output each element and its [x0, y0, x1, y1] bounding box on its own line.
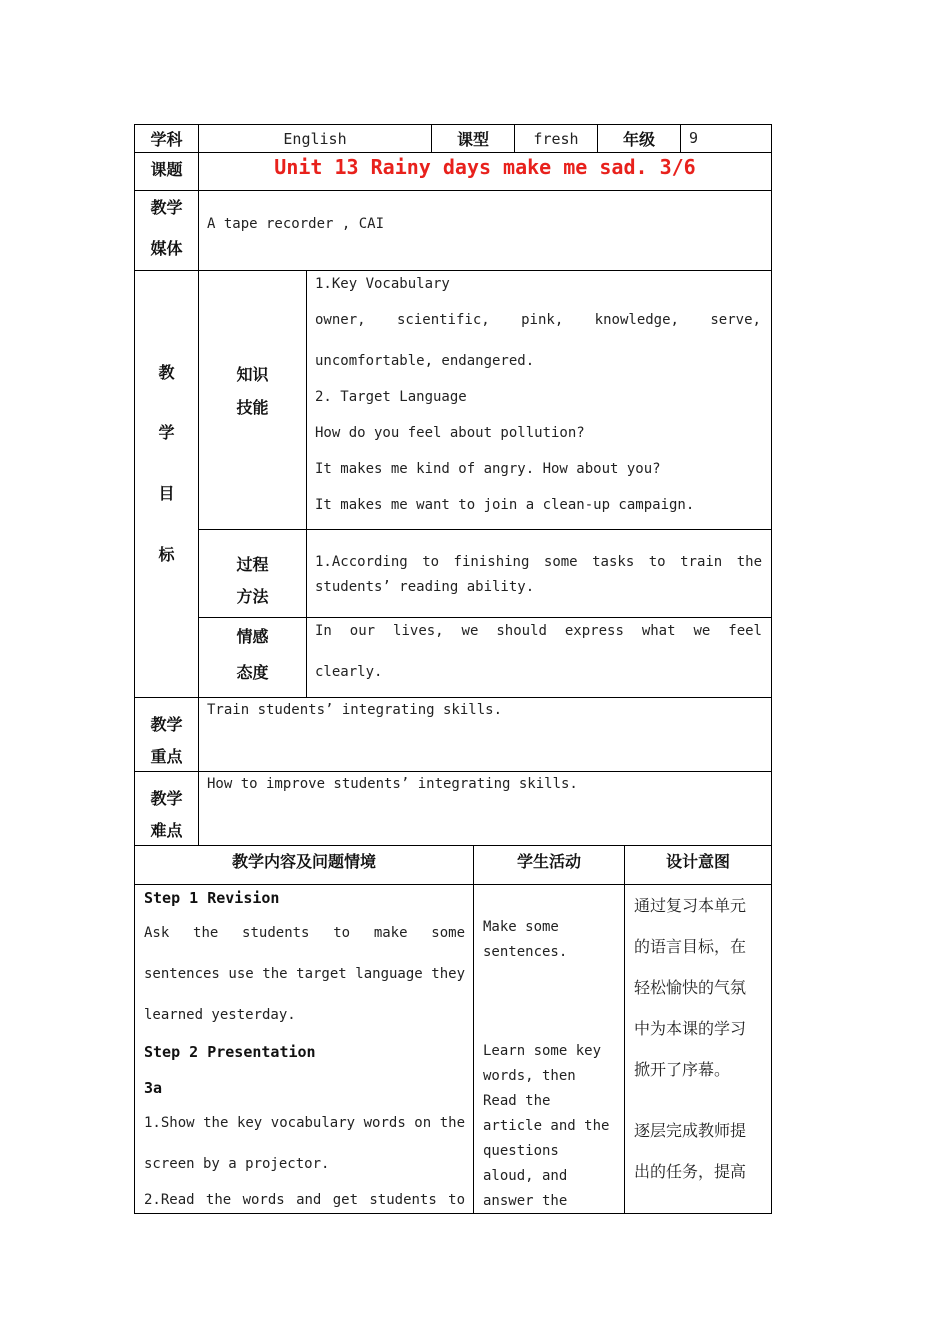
emotion-content	[315, 618, 762, 697]
step1-line-3: learned yesterday.	[144, 1007, 296, 1023]
vocab-line-1	[315, 312, 761, 328]
activity-line: article and the	[483, 1118, 610, 1134]
intent-line: 掀开了序幕。	[634, 1060, 731, 1079]
emotion-label-2: 态度	[236, 663, 269, 682]
lesson-title	[199, 153, 771, 183]
step2-title: Step 2 Presentation	[144, 1043, 316, 1061]
intent-column-header	[625, 846, 771, 874]
topic-label-text: 课题	[150, 159, 183, 179]
objectives-char-2: 学	[158, 423, 175, 442]
emotion-line-2: clearly.	[315, 664, 383, 680]
objectives-char-3: 目	[158, 484, 175, 503]
activity-line: sentences.	[483, 944, 568, 960]
knowledge-label-2: 技能	[236, 398, 269, 417]
difficulty-text: How to improve students’ integrating skills.	[207, 776, 578, 792]
grade-value-text: 9	[689, 129, 699, 147]
vocab-word: serve,	[710, 312, 761, 328]
process-line-2: students’ reading ability.	[315, 579, 535, 595]
key-points-label-2: 重点	[150, 747, 183, 766]
target-sentence-2: It makes me kind of angry. How about you?	[315, 461, 661, 477]
key-points-value	[207, 702, 767, 722]
subject-value-text: English	[283, 129, 347, 148]
intent-column	[634, 885, 769, 1213]
type-label	[432, 125, 514, 152]
vocab-word: owner,	[315, 312, 366, 328]
key-points-label	[135, 698, 198, 771]
grid-line	[624, 845, 625, 1214]
activity-line: aloud, and	[483, 1168, 568, 1184]
activity-column-header-text: 学生活动	[516, 851, 581, 871]
intent-line: 逐层完成教师提	[634, 1121, 747, 1140]
activity-line: Make some	[483, 919, 559, 935]
grid-line	[134, 771, 772, 772]
activity-line: answer the	[483, 1193, 568, 1209]
objectives-char-1: 教	[158, 363, 175, 382]
intent-2	[634, 1110, 746, 1192]
activity-line: words, then	[483, 1068, 576, 1084]
grid-line	[680, 124, 681, 153]
grid-line	[473, 845, 474, 1214]
target-sentence-3: It makes me want to join a clean-up campaign.	[315, 497, 695, 513]
grade-label-text: 年级	[622, 130, 655, 149]
grade-label	[598, 125, 680, 152]
intent-column-header-text: 设计意图	[665, 851, 730, 871]
activity-line: Read the	[483, 1093, 551, 1109]
content-column-header	[135, 846, 473, 874]
target-language-heading: 2. Target Language	[315, 389, 467, 405]
media-label-2: 媒体	[150, 239, 183, 258]
vocab-word: scientific,	[396, 312, 490, 328]
step2-subtitle: 3a	[144, 1079, 163, 1097]
media-label-1: 教学	[150, 198, 183, 217]
subject-value	[199, 125, 431, 152]
content-column-header-text: 教学内容及问题情境	[231, 851, 376, 871]
media-label	[135, 191, 198, 270]
activity-column-header	[474, 846, 624, 874]
key-points-text: Train students’ integrating skills.	[207, 702, 503, 718]
knowledge-content	[315, 271, 761, 529]
media-value-text: A tape recorder , CAI	[207, 216, 385, 232]
process-label-2: 方法	[236, 587, 269, 606]
activity-column	[483, 885, 618, 1213]
knowledge-label	[199, 271, 306, 529]
grid-line	[306, 270, 307, 698]
topic-label	[135, 153, 198, 183]
emotion-label-1: 情感	[236, 627, 269, 646]
intent-line: 出的任务，提高	[634, 1162, 747, 1181]
vocab-heading: 1.Key Vocabulary	[315, 276, 450, 292]
type-value	[515, 125, 597, 152]
step2-line-2: screen by a projector.	[144, 1156, 330, 1172]
emotion-line-1: In our lives, we should express what we feel	[315, 623, 762, 639]
vocab-word: pink,	[521, 312, 564, 328]
grid-line	[134, 190, 772, 191]
grid-line	[771, 124, 772, 1214]
step1-line-1: Ask the students to make some	[144, 925, 465, 941]
process-line-1: 1.According to finishing some tasks to train the	[315, 554, 762, 570]
emotion-label	[199, 618, 306, 697]
activity-line: Learn some key	[483, 1043, 602, 1059]
subject-label-text: 学科	[150, 130, 183, 149]
step1-title: Step 1 Revision	[144, 889, 280, 907]
grade-value	[689, 129, 769, 151]
grid-line	[134, 697, 772, 698]
step1-line-2: sentences use the target language they	[144, 966, 465, 982]
target-sentence-1: How do you feel about pollution?	[315, 425, 585, 441]
step2-line-1: 1.Show the key vocabulary words on the	[144, 1115, 465, 1131]
intent-line: 中为本课的学习	[634, 1019, 747, 1038]
vocab-line-2: uncomfortable, endangered.	[315, 353, 535, 369]
intent-1	[634, 885, 746, 1090]
process-label-1: 过程	[236, 555, 269, 574]
intent-line: 通过复习本单元	[634, 896, 747, 915]
lesson-title-text: Unit 13 Rainy days make me sad. 3/6	[274, 155, 696, 179]
difficulty-label	[135, 772, 198, 845]
grid-line	[134, 1213, 772, 1214]
step2-line-3: 2.Read the words and get students to	[144, 1192, 465, 1208]
objectives-char-4: 标	[158, 545, 175, 564]
key-points-label-1: 教学	[150, 715, 183, 734]
process-label	[199, 530, 306, 617]
objectives-label	[135, 271, 198, 697]
type-label-text: 课型	[456, 130, 489, 149]
difficulty-label-1: 教学	[150, 789, 183, 808]
activity-2	[483, 1039, 609, 1214]
intent-line: 的语言目标，在	[634, 937, 747, 956]
intent-line: 轻松愉快的气氛	[634, 978, 747, 997]
difficulty-label-2: 难点	[150, 821, 183, 840]
knowledge-label-1: 知识	[236, 365, 269, 384]
media-value	[207, 216, 767, 236]
type-value-text: fresh	[533, 129, 579, 148]
activity-line: questions	[483, 1143, 559, 1159]
activity-1	[483, 915, 567, 965]
difficulty-value	[207, 776, 767, 796]
subject-label	[135, 125, 198, 152]
process-content	[315, 530, 762, 617]
content-column	[144, 885, 465, 1213]
vocab-word: knowledge,	[594, 312, 679, 328]
